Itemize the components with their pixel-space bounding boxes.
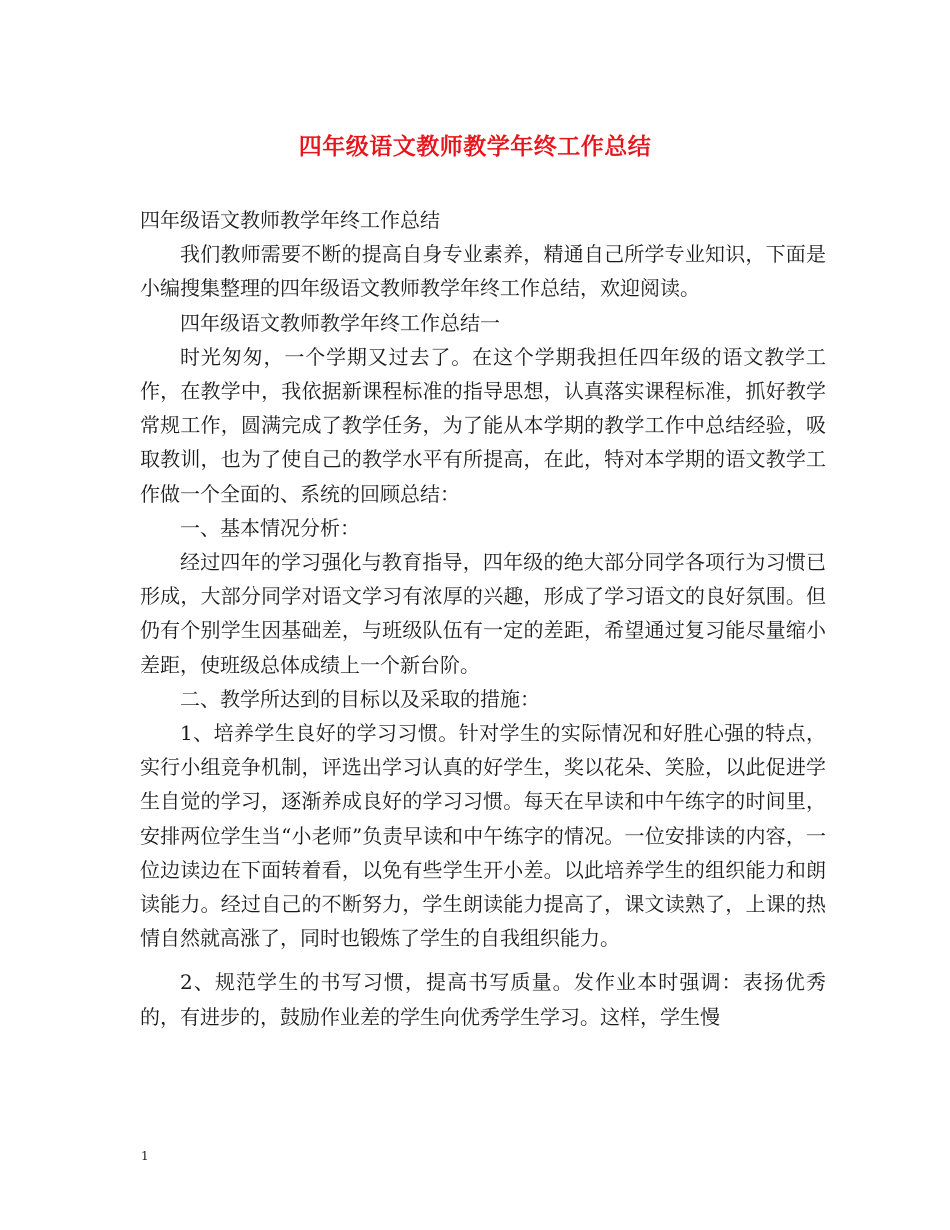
document-body: [140, 203, 826, 1034]
paragraph-heading: 四年级语文教师教学年终工作总结: [140, 208, 440, 232]
paragraph-habit-training: 1、培养学生良好的学习习惯。针对学生的实际情况和好胜心强的特点，实行小组竞争机制，评选出学习认真的好学生，奖以花朵、笑脸，以此促进学生自觉的学习，逐渐养成良好的学习习惯。每天在早读和中午练字的时间里，安排两位学生当“小老师”负责早读和中午练字的情况。一位安排读的内容，一位边读边在下面转着看，以免有些学生开小差。以此培养学生的组织能力和朗读能力。经过自己的不断努力，学生朗读能力提高了，课文读熟了，上课的热情自然就高涨了，同时也锻炼了学生的自我组织能力。: [140, 721, 826, 951]
paragraph-writing-habit: 2、规范学生的书写习惯，提高书写质量。发作业本时强调：表扬优秀的，有进步的，鼓励作业差的学生向优秀学生学习。这样，学生慢: [140, 970, 826, 1029]
paragraph-basic-analysis: 经过四年的学习强化与教育指导，四年级的绝大部分同学各项行为习惯已形成，大部分同学对语文学习有浓厚的兴趣，形成了学习语文的良好氛围。但仍有个别学生因基础差，与班级队伍有一定的差距，希望通过复习能尽量缩小差距，使班级总体成绩上一个新台阶。: [140, 550, 826, 677]
paragraph-heading-goals: 二、教学所达到的目标以及采取的措施：: [180, 686, 540, 711]
paragraph-section-title: 四年级语文教师教学年终工作总结一: [180, 310, 500, 335]
paragraph-overview: 时光匆匆，一个学期又过去了。在这个学期我担任四年级的语文教学工作，在教学中，我依据新课程标准的指导思想，认真落实课程标准，抓好教学常规工作，圆满完成了教学任务，为了能从本学期的教学工作中总结经验，吸取教训，也为了使自己的教学水平有所提高，在此，特对本学期的语文教学工作做一个全面的、系统的回顾总结：: [140, 344, 826, 506]
document-title: 四年级语文教师教学年终工作总结: [298, 133, 652, 160]
paragraph-intro: 我们教师需要不断的提高自身专业素养，精通自己所学专业知识，下面是小编搜集整理的四年级语文教师教学年终工作总结，欢迎阅读。: [140, 242, 826, 301]
page-number: 1: [141, 1149, 149, 1163]
paragraph-heading-basic-analysis: 一、基本情况分析：: [180, 515, 360, 540]
